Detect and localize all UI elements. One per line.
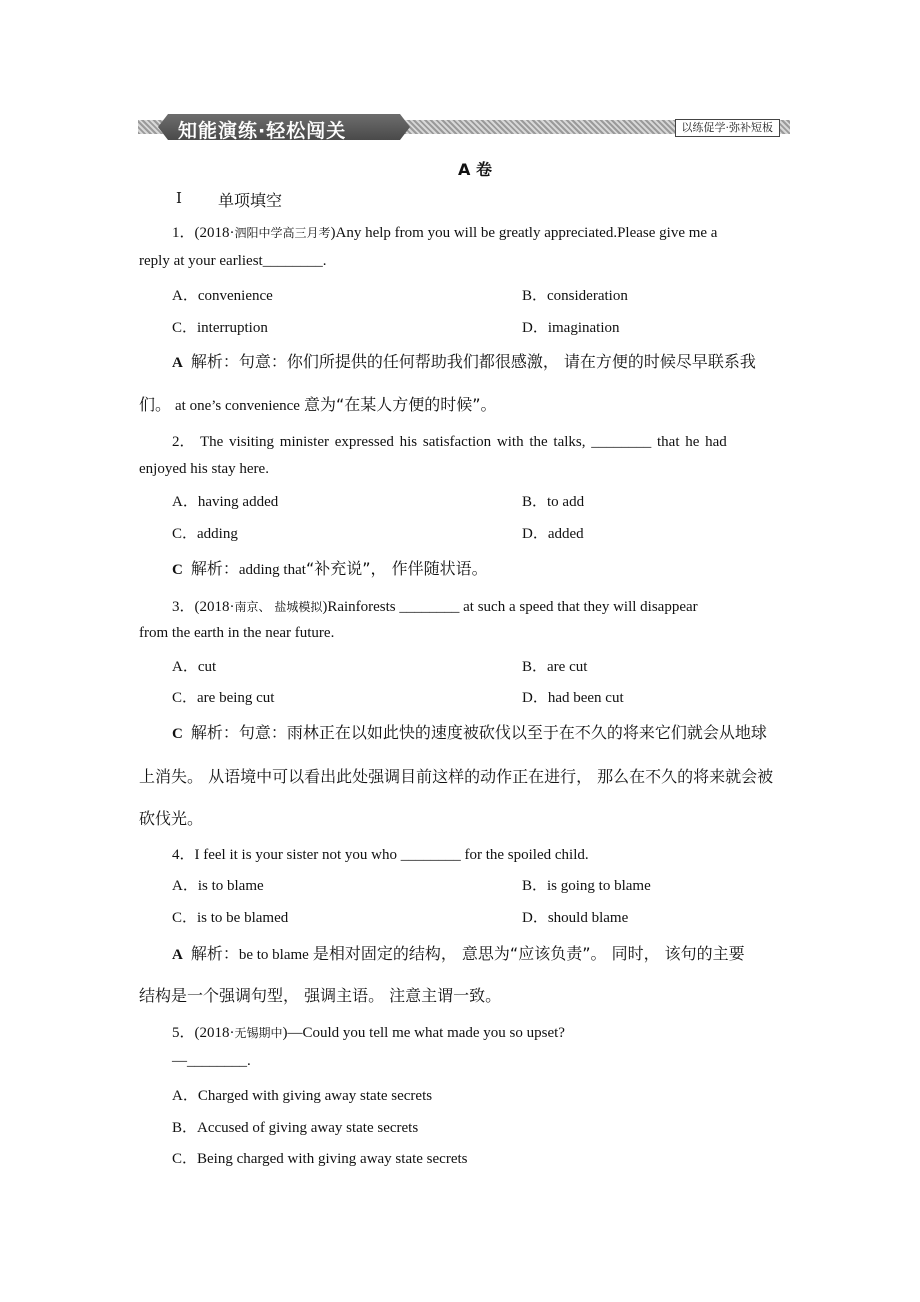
- q1-option-c: C．interruption: [172, 320, 268, 336]
- q3-explanation-line-1: [172, 720, 767, 743]
- volume-label: A 卷: [458, 160, 492, 179]
- q2-option-a: A．having added: [172, 494, 279, 510]
- q1-exp-b3: 意为“在某人方便的时候”。: [303, 395, 497, 414]
- q3-option-b: B．are cut: [522, 659, 588, 675]
- banner-tagline: 以练促学·弥补短板: [675, 119, 781, 137]
- section-heading: 单项填空: [218, 191, 283, 210]
- q1-source: 泗阳中学高三月考: [234, 226, 331, 240]
- q2-exp-a: 解析：: [190, 559, 239, 578]
- q5-stem-a: )—Could you tell me what made you so upset?: [282, 1025, 565, 1041]
- q2-option-b: B．to add: [522, 494, 585, 510]
- q5-source: 无锡期中: [234, 1026, 283, 1040]
- q1-explanation-line-2: [139, 392, 497, 415]
- q3-option-c: C．are being cut: [172, 690, 275, 706]
- q4-option-b: B．is going to blame: [522, 878, 651, 894]
- q1-exp-a: 解析：句意：你们所提供的任何帮助我们都很感激， 请在方便的时候尽早联系我: [190, 352, 756, 371]
- question-3-line-1: [172, 595, 698, 616]
- q4-exp-a1: 解析：: [190, 944, 239, 963]
- q3-option-a: A．cut: [172, 659, 217, 675]
- q3-exp-a: 解析：句意：雨林正在以如此快的速度被砍伐以至于在不久的将来它们就会从地球: [190, 723, 767, 742]
- q3-source: 南京、 盐城模拟: [234, 600, 323, 614]
- q1-number: 1．(2018·: [172, 225, 235, 241]
- q5-option-b: B．Accused of giving away state secrets: [172, 1120, 419, 1136]
- q4-exp-a3: 是相对固定的结构， 意思为“应该负责”。 同时， 该句的主要: [312, 944, 745, 963]
- question-2-line-1: 2． The visiting minister expressed his satisfaction with the talks, ________ that he had: [172, 434, 727, 450]
- q5-option-c: C．Being charged with giving away state secrets: [172, 1151, 468, 1167]
- question-5-line-1: [172, 1021, 565, 1042]
- question-1-line-2: reply at your earliest________.: [139, 253, 327, 269]
- q3-answer: C: [172, 726, 183, 742]
- q3-explanation-line-2: 上消失。 从语境中可以看出此处强调目前这样的动作正在进行， 那么在不久的将来就会被: [139, 767, 774, 786]
- q2-explanation: [172, 556, 488, 579]
- q4-option-d: D．should blame: [522, 910, 629, 926]
- section-banner: [138, 114, 790, 140]
- q3-option-d: D．had been cut: [522, 690, 624, 706]
- section-roman: Ⅰ: [176, 191, 182, 207]
- q1-exp-b1: 们。: [139, 395, 172, 414]
- q2-option-d: D．added: [522, 526, 584, 542]
- q5-option-a: A．Charged with giving away state secrets: [172, 1088, 433, 1104]
- q1-option-d: D．imagination: [522, 320, 620, 336]
- q1-option-b: B．consideration: [522, 288, 628, 304]
- q2-exp-b: adding that: [238, 562, 306, 578]
- q4-explanation-line-1: [172, 941, 745, 964]
- q1-answer: A: [172, 355, 183, 371]
- question-5-line-2: —________.: [172, 1053, 251, 1069]
- q4-explanation-line-2: 结构是一个强调句型， 强调主语。 注意主谓一致。: [139, 986, 502, 1005]
- question-4-line-1: 4．I feel it is your sister not you who ________ for the spoiled child.: [172, 847, 589, 863]
- q4-answer: A: [172, 947, 183, 963]
- q3-number: 3．(2018·: [172, 599, 235, 615]
- q1-explanation-line-1: [172, 349, 756, 372]
- question-3-line-2: from the earth in the near future.: [139, 625, 335, 641]
- q2-option-c: C．adding: [172, 526, 238, 542]
- q4-option-c: C．is to be blamed: [172, 910, 289, 926]
- q1-option-a: A．convenience: [172, 288, 273, 304]
- banner-title: 知能演练·轻松闯关: [178, 120, 347, 142]
- q3-explanation-line-3: 砍伐光。: [139, 809, 204, 828]
- question-2-line-2: enjoyed his stay here.: [139, 461, 269, 477]
- q3-stem-a: )Rainforests ________ at such a speed that they will disappear: [322, 599, 698, 615]
- q1-exp-b2: at one’s convenience: [175, 398, 300, 414]
- q2-answer: C: [172, 562, 183, 578]
- q5-number: 5．(2018·: [172, 1025, 235, 1041]
- q4-exp-a2: be to blame: [238, 947, 309, 963]
- question-1-line-1: [172, 221, 717, 242]
- q1-stem-a: )Any help from you will be greatly appreciated.Please give me a: [330, 225, 718, 241]
- q2-exp-c: “补充说”， 作伴随状语。: [305, 559, 488, 578]
- q4-option-a: A．is to blame: [172, 878, 264, 894]
